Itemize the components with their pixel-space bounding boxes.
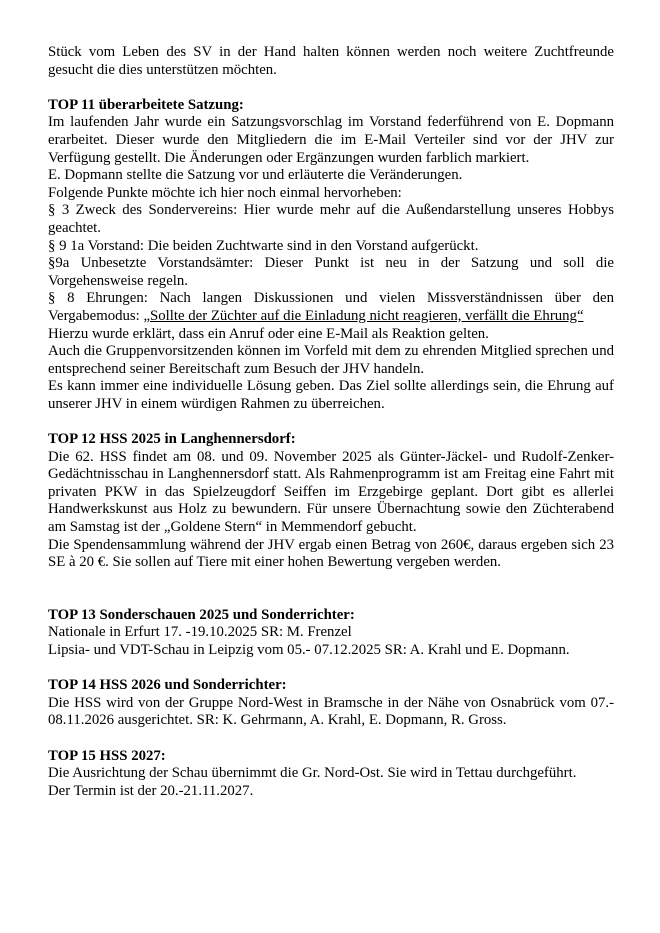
top11-paragraph-7 bbox=[48, 290, 614, 325]
top15-heading: TOP 15 HSS 2027: bbox=[48, 747, 166, 764]
top11-quote-underlined: „Sollte der Züchter auf die Einladung nicht reagieren, verfällt die Ehrung“ bbox=[143, 307, 584, 324]
top14-paragraph-1: Die HSS wird von der Gruppe Nord-West in Bramsche in der Nähe von Osnabrück vom 07.- 08.11.2026 ausgerichtet. SR: K. Gehrmann, A. Krahl, E. Dopmann, R. Gross. bbox=[48, 694, 614, 729]
top12-heading: TOP 12 HSS 2025 in Langhennersdorf: bbox=[48, 431, 296, 448]
top13-paragraph-2: Lipsia- und VDT-Schau in Leipzig vom 05.- 07.12.2025 SR: A. Krahl und E. Dopmann. bbox=[48, 642, 570, 658]
intro-paragraph: Stück vom Leben des SV in der Hand halten können werden noch weitere Zuchtfreunde gesucht die dies unterstützen möchten. bbox=[48, 44, 614, 78]
top11-paragraph-7-text: § 8 Ehrungen: Nach langen Diskussionen und vielen Missverständnissen über den Vergabemodus: bbox=[48, 290, 614, 324]
top11-paragraph-9: Auch die Gruppenvorsitzenden können im Vorfeld mit dem zu ehrenden Mitglied sprechen und entsprechend seiner Bereitschaft zum Besuch der JHV handeln. bbox=[48, 343, 614, 377]
top13-paragraph-1: Nationale in Erfurt 17. -19.10.2025 SR: M. Frenzel bbox=[48, 624, 352, 641]
top11-paragraph-8: Hierzu wurde erklärt, dass ein Anruf oder eine E-Mail als Reaktion gelten. bbox=[48, 325, 489, 342]
top12-paragraph-1: Die 62. HSS findet am 08. und 09. November 2025 als Günter-Jäckel- und Rudolf-Zenker-Gedächtnisschau in Langhennersdorf statt. Als Rahmenprogramm ist am Freitag eine Fahrt mit privaten PKW in das Spielzeugdorf Seiffen im Erzgebirge geplant. Dort gibt es allerlei Handwerkskunst aus Holz zu bewundern. Für unsere Übernachtung sowie den Züchterabend am Samstag ist der „Goldene Stern“ in Memmendorf gebucht. bbox=[48, 448, 614, 536]
top14-heading: TOP 14 HSS 2026 und Sonderrichter: bbox=[48, 677, 287, 694]
top12-paragraph-2: Die Spendensammlung während der JHV ergab einen Betrag von 260€, daraus ergeben sich 23 SE à 20 €. Sie sollen auf Tiere mit einer hohen Bewertung vergeben werden. bbox=[48, 536, 614, 571]
top11-paragraph-1: Im laufenden Jahr wurde ein Satzungsvorschlag im Vorstand federführend von E. Dopmann erarbeitet. Dieser wurde den Mitgliedern die im E-Mail Verteiler sind vor der JHV zur Verfügung gestellt. Die Änderungen oder Ergänzungen wurden farblich markiert. bbox=[48, 114, 614, 166]
top11-paragraph-5: § 9 1a Vorstand: Die beiden Zuchtwarte sind in den Vorstand aufgerückt. bbox=[48, 237, 479, 254]
top11-heading: TOP 11 überarbeitete Satzung: bbox=[48, 96, 244, 113]
top11-paragraph-4: § 3 Zweck des Sondervereins: Hier wurde mehr auf die Außendarstellung unseres Hobbys geachtet. bbox=[48, 202, 614, 236]
top11-paragraph-6: §9a Unbesetzte Vorstandsämter: Dieser Punkt ist neu in der Satzung und soll die Vorgehensweise regeln. bbox=[48, 255, 614, 289]
top11-paragraph-3: Folgende Punkte möchte ich hier noch einmal hervorheben: bbox=[48, 184, 402, 201]
document-page bbox=[48, 44, 614, 800]
top11-paragraph-2: E. Dopmann stellte die Satzung vor und erläuterte die Veränderungen. bbox=[48, 167, 463, 184]
top15-paragraph-2: Der Termin ist der 20.-21.11.2027. bbox=[48, 782, 254, 799]
top13-heading: TOP 13 Sonderschauen 2025 und Sonderrichter: bbox=[48, 606, 355, 623]
top15-paragraph-1: Die Ausrichtung der Schau übernimmt die Gr. Nord-Ost. Sie wird in Tettau durchgeführt. bbox=[48, 765, 577, 782]
top11-paragraph-10: Es kann immer eine individuelle Lösung geben. Das Ziel sollte allerdings sein, die Ehrung auf unserer JHV in einem würdigen Rahmen zu überreichen. bbox=[48, 378, 614, 412]
